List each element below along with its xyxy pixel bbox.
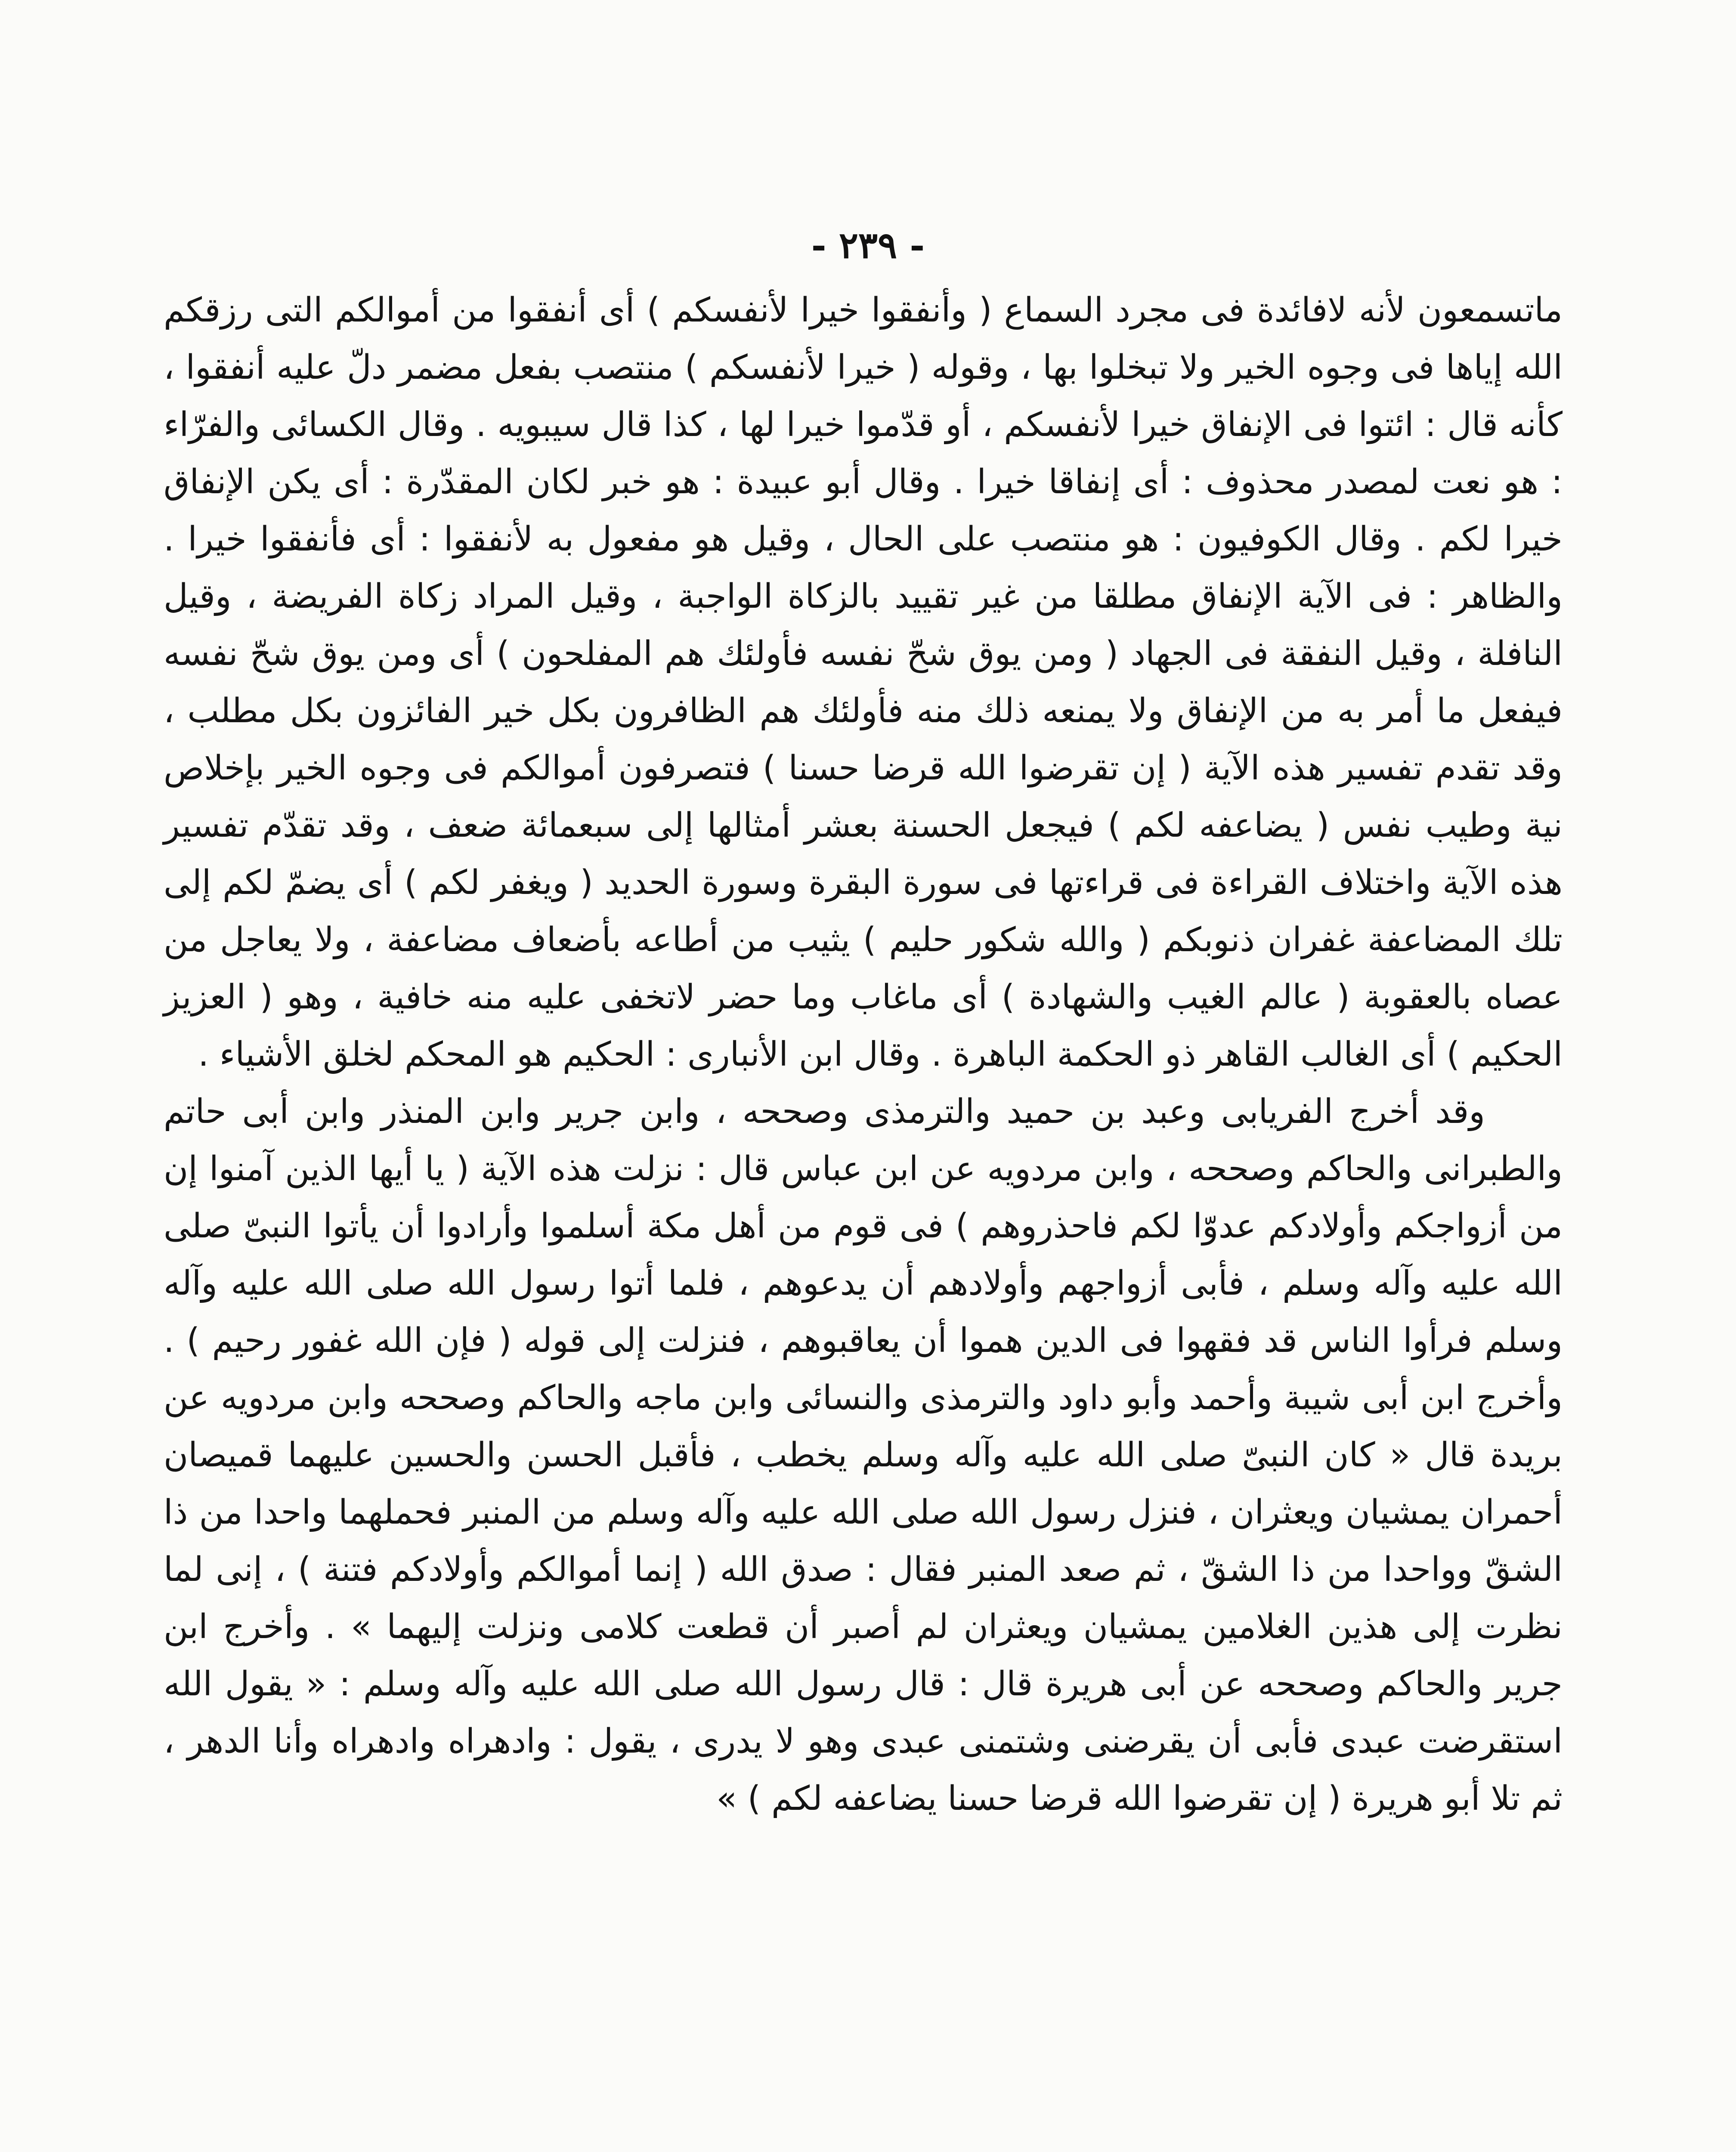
- paragraph-narrations: وقد أخرج الفريابى وعبد بن حميد والترمذى وصححه ، وابن جرير وابن المنذر وابن أبى حاتم والطبرانى والحاكم وصححه ، وابن مردويه عن ابن عباس قال : نزلت هذه الآية ( يا أيها الذين آمنوا إن من أزواجكم وأولادكم عدوّا لكم فاحذروهم ) فى قوم من أهل مكة أسلموا وأرادوا أن يأتوا النبىّ صلى الله عليه وآله وسلم ، فأبى أزواجهم وأولادهم أن يدعوهم ، فلما أتوا رسول الله صلى الله عليه وآله وسلم فرأوا الناس قد فقهوا فى الدين هموا أن يعاقبوهم ، فنزلت إلى قوله ( فإن الله غفور رحيم ) . وأخرج ابن أبى شيبة وأحمد وأبو داود والترمذى والنسائى وابن ماجه والحاكم وصححه وابن مردويه عن بريدة قال « كان النبىّ صلى الله عليه وآله وسلم يخطب ، فأقبل الحسن والحسين عليهما قميصان أحمران يمشيان ويعثران ، فنزل رسول الله صلى الله عليه وآله وسلم من المنبر فحملهما واحدا من ذا الشقّ وواحدا من ذا الشقّ ، ثم صعد المنبر فقال : صدق الله ( إنما أموالكم وأولادكم فتنة ) ، إنى لما نظرت إلى هذين الغلامين يمشيان ويعثران لم أصبر أن قطعت كلامى ونزلت إليهما » . وأخرج ابن جرير والحاكم وصححه عن أبى هريرة قال : قال رسول الله صلى الله عليه وآله وسلم : « يقول الله استقرضت عبدى فأبى أن يقرضنى وشتمنى عبدى وهو لا يدرى ، يقول : وادهراه وادهراه وأنا الدهر ، ثم تلا أبو هريرة ( إن تقرضوا الله قرضا حسنا يضاعفه لكم ) »: [164, 1092, 1563, 1818]
- paragraph-commentary: ماتسمعون لأنه لافائدة فى مجرد السماع ( وأنفقوا خيرا لأنفسكم ) أى أنفقوا من أموالكم التى رزقكم الله إياها فى وجوه الخير ولا تبخلوا بها ، وقوله ( خيرا لأنفسكم ) منتصب بفعل مضمر دلّ عليه أنفقوا ، كأنه قال : ائتوا فى الإنفاق خيرا لأنفسكم ، أو قدّموا خيرا لها ، كذا قال سيبويه . وقال الكسائى والفرّاء : هو نعت لمصدر محذوف : أى إنفاقا خيرا . وقال أبو عبيدة : هو خبر لكان المقدّرة : أى يكن الإنفاق خيرا لكم . وقال الكوفيون : هو منتصب على الحال ، وقيل هو مفعول به لأنفقوا : أى فأنفقوا خيرا . والظاهر : فى الآية الإنفاق مطلقا من غير تقييد بالزكاة الواجبة ، وقيل المراد زكاة الفريضة ، وقيل النافلة ، وقيل النفقة فى الجهاد ( ومن يوق شحّ نفسه فأولئك هم المفلحون ) أى ومن يوق شحّ نفسه فيفعل ما أمر به من الإنفاق ولا يمنعه ذلك منه فأولئك هم الظافرون بكل خير الفائزون بكل مطلب ، وقد تقدم تفسير هذه الآية ( إن تقرضوا الله قرضا حسنا ) فتصرفون أموالكم فى وجوه الخير بإخلاص نية وطيب نفس ( يضاعفه لكم ) فيجعل الحسنة بعشر أمثالها إلى سبعمائة ضعف ، وقد تقدّم تفسير هذه الآية واختلاف القراءة فى قراءتها فى سورة البقرة وسورة الحديد ( ويغفر لكم ) أى يضمّ لكم إلى تلك المضاعفة غفران ذنوبكم ( والله شكور حليم ) يثيب من أطاعه بأضعاف مضاعفة ، ولا يعاجل من عصاه بالعقوبة ( عالم الغيب والشهادة ) أى ماغاب وما حضر لاتخفى عليه منه خافية ، وهو ( العزيز الحكيم ) أى الغالب القاهر ذو الحكمة الباهرة . وقال ابن الأنبارى : الحكيم هو المحكم لخلق الأشياء .: [164, 291, 1563, 1074]
- body-text: [164, 282, 1563, 1827]
- page-number: - ٢٣٩ -: [811, 224, 925, 266]
